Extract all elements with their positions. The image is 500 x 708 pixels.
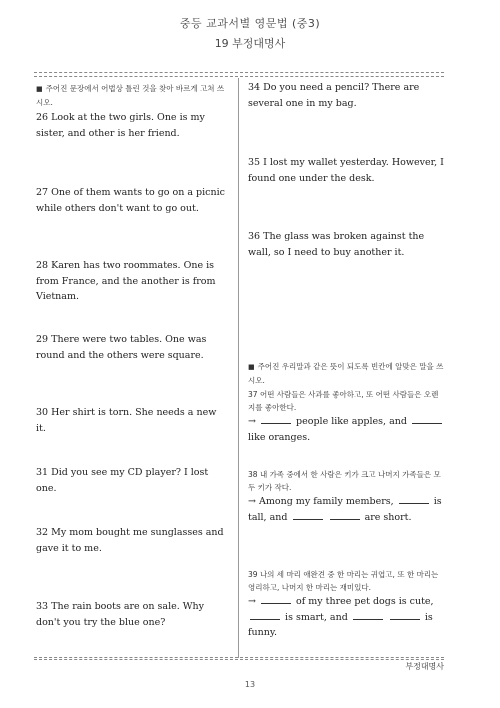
question-text: One of them wants to go on a picnic while others don't want to go out. (36, 187, 225, 214)
question-text: My mom bought me sunglasses and gave it to me. (36, 527, 224, 554)
column-divider (238, 78, 239, 658)
square-bullet-icon: ■ (248, 363, 255, 371)
instruction-text: ■ 주어진 우리말과 같은 뜻이 되도록 빈칸에 알맞은 말을 쓰시오. (248, 362, 444, 385)
question-text: Do you need a pencil? There are several one in my bag. (248, 82, 420, 109)
question-item (36, 185, 228, 216)
question-item (36, 110, 228, 141)
question-number: 34 (248, 82, 261, 93)
footer-label: 부정대명사 (405, 662, 444, 671)
question-number: 26 (36, 112, 49, 123)
question-text: Her shirt is torn. She needs a new it. (36, 407, 217, 434)
book-title: 중등 교과서별 영문법 (중3) (179, 17, 321, 30)
bottom-divider (34, 657, 444, 658)
question-number: 29 (36, 334, 49, 345)
question-text: Karen has two roommates. One is from France, and the another is from Vietnam. (36, 260, 216, 302)
question-number: 38 (248, 470, 258, 479)
right-column (248, 80, 444, 652)
answer-blank[interactable] (399, 494, 429, 504)
question-item (36, 525, 228, 556)
question-item (36, 599, 228, 630)
question-number: 31 (36, 467, 49, 478)
instruction-text: ■ 주어진 문장에서 어법상 틀린 것을 찾아 바르게 고쳐 쓰시오. (36, 84, 225, 107)
question-number: 37 (248, 390, 258, 399)
answer-blank[interactable] (250, 610, 280, 620)
answer-blank[interactable] (390, 610, 420, 620)
answer-blank[interactable] (353, 610, 383, 620)
question-number: 30 (36, 407, 49, 418)
square-bullet-icon: ■ (36, 85, 43, 93)
answer-blank[interactable] (330, 510, 360, 520)
chapter-title: 19 부정대명사 (214, 37, 286, 50)
question-number: 27 (36, 187, 49, 198)
question-item (36, 258, 228, 305)
bottom-divider-2 (34, 659, 444, 660)
answer-line: → Among my family members, is tall, and are short. (248, 496, 442, 523)
left-column (36, 82, 228, 652)
arrow-icon: → (248, 596, 256, 607)
question-number: 32 (36, 527, 49, 538)
fill-question-item (248, 568, 444, 641)
top-divider-2 (34, 76, 444, 77)
question-item (248, 80, 444, 111)
answer-blank[interactable] (293, 510, 323, 520)
answer-line: → of my three pet dogs is cute, is smart, and is funny. (248, 596, 434, 638)
question-item (248, 229, 444, 260)
question-text: Look at the two girls. One is my sister, and other is her friend. (36, 112, 205, 139)
question-number: 36 (248, 231, 261, 242)
question-number: 39 (248, 570, 258, 579)
question-number: 28 (36, 260, 49, 271)
question-text: Did you see my CD player? I lost one. (36, 467, 209, 494)
korean-prompt: 38 내 가족 중에서 한 사람은 키가 크고 나머지 가족들은 모두 키가 작다. (248, 470, 441, 492)
question-text: The rain boots are on sale. Why don't you try the blue one? (36, 601, 205, 628)
question-text: I lost my wallet yesterday. However, I found one under the desk. (248, 157, 444, 184)
question-number: 33 (36, 601, 49, 612)
question-text: There were two tables. One was round and the others were square. (36, 334, 207, 361)
answer-blank[interactable] (261, 414, 291, 424)
page-header (0, 16, 500, 52)
answer-blank[interactable] (261, 594, 291, 604)
question-item (36, 332, 228, 363)
arrow-icon: → (248, 496, 256, 507)
answer-blank[interactable] (412, 414, 442, 424)
answer-line: → people like apples, and like oranges. (248, 414, 444, 445)
page-number: 13 (244, 680, 256, 689)
korean-prompt: 37 어떤 사람들은 사과를 좋아하고, 또 어떤 사람들은 오렌지를 좋아한다. (248, 390, 439, 412)
arrow-icon: → (248, 416, 256, 427)
fill-question-item (248, 468, 444, 525)
question-item (36, 465, 228, 496)
fill-question-item (248, 388, 444, 445)
korean-prompt: 39 나의 세 마리 애완견 중 한 마리는 귀엽고, 또 한 마리는 영리하고, 나머지 한 마리는 재미있다. (248, 570, 439, 592)
question-item (248, 155, 444, 186)
question-number: 35 (248, 157, 261, 168)
top-divider (34, 72, 444, 73)
question-text: The glass was broken against the wall, so I need to buy another it. (248, 231, 425, 258)
question-item (36, 405, 228, 436)
